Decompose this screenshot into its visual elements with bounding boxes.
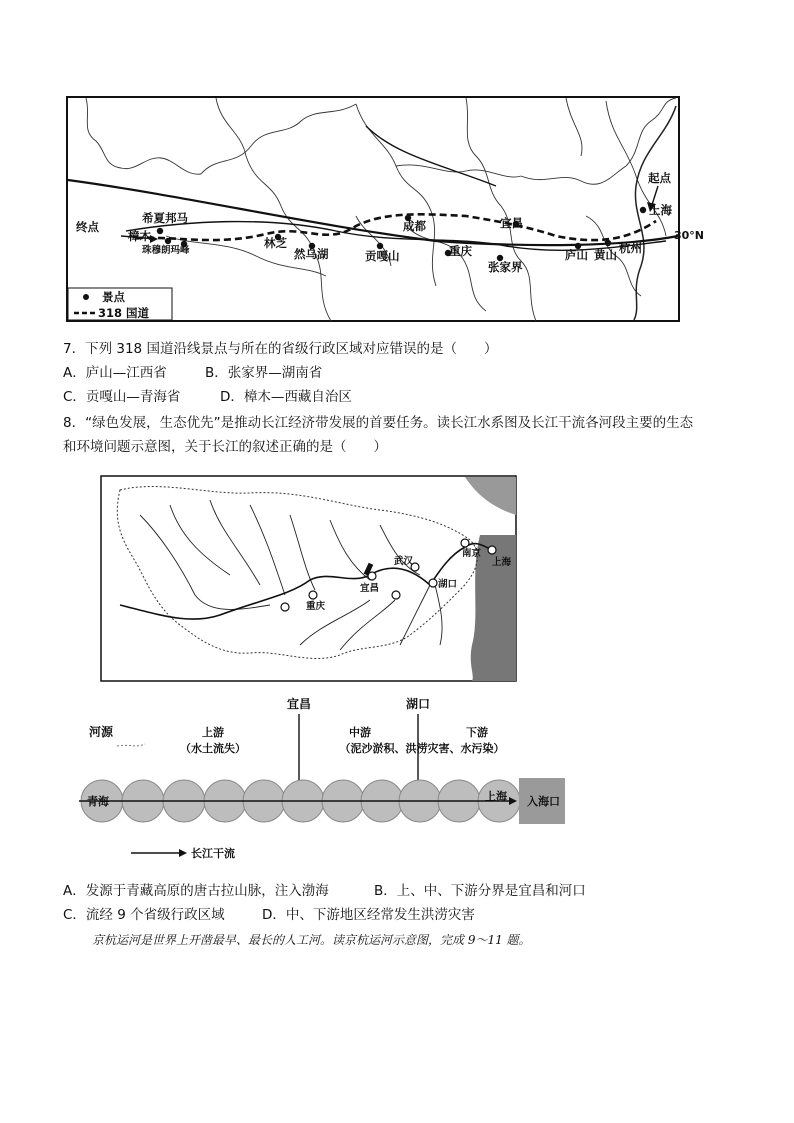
- schematic-yichang: 宜昌: [286, 697, 312, 711]
- place-zhangjiajie: 张家界: [488, 260, 523, 274]
- city-shanghai: 上海: [492, 557, 512, 568]
- q7-stem: 7．下列 318 国道沿线景点与所在的省级行政区域对应错误的是（ ）: [63, 341, 498, 357]
- place-chongqing: 重庆: [449, 244, 472, 258]
- legend-point: 景点: [102, 290, 125, 304]
- city-hukou: 湖口: [438, 579, 458, 590]
- place-yichang: 宜昌: [500, 216, 523, 230]
- start-label: 起点: [648, 171, 671, 185]
- place-hangzhou: 杭州: [619, 241, 642, 255]
- q7-option-c: C．贡嘎山—青海省: [63, 389, 181, 405]
- schematic-upper-issue: （水土流失）: [180, 742, 246, 755]
- q8-option-a: A．发源于青藏高原的唐古拉山脉，注入渤海: [63, 883, 329, 899]
- place-xixiabangma: 希夏邦马: [142, 211, 188, 225]
- place-gongga: 贡嘎山: [365, 249, 400, 263]
- place-shanghai: 上海: [649, 203, 672, 217]
- legend-road: 318 国道: [98, 306, 150, 320]
- city-chongqing: 重庆: [306, 601, 326, 612]
- q7-option-a: A．庐山—江西省: [63, 365, 167, 381]
- q8-option-b: B．上、中、下游分界是宜昌和河口: [374, 883, 586, 899]
- place-everest: 珠穆朗玛峰: [142, 245, 190, 256]
- schematic-start-node: 青海: [87, 795, 109, 808]
- end-label: 终点: [76, 220, 99, 234]
- road-318-map: [66, 96, 705, 322]
- lat-label: 30°N: [674, 229, 705, 242]
- schematic-mouth: 入海口: [527, 795, 560, 808]
- place-lushan: 庐山: [565, 248, 588, 262]
- city-wuhan: 武汉: [394, 556, 414, 567]
- q8-option-d: D．中、下游地区经常发生洪涝灾害: [262, 907, 475, 923]
- yangtze-schematic: [75, 694, 570, 866]
- schematic-upper: 上游: [202, 726, 224, 739]
- schematic-lower: 下游: [466, 726, 488, 739]
- intro-9-11: 京杭运河是世界上开凿最早、最长的人工河。读京杭运河示意图，完成 9～11 题。: [92, 933, 531, 947]
- schematic-legend: 长江干流: [191, 847, 235, 860]
- schematic-hukou: 湖口: [405, 697, 431, 711]
- schematic-end-node: 上海: [485, 790, 507, 803]
- place-chengdu: 成都: [403, 219, 426, 233]
- q8-stem-line2: 和环境问题示意图，关于长江的叙述正确的是（ ）: [63, 439, 387, 455]
- q7-option-d: D．樟木—西藏自治区: [220, 389, 352, 405]
- yangtze-system-map: [100, 475, 517, 682]
- city-yichang: 宜昌: [360, 583, 380, 594]
- place-ranwu: 然乌湖: [294, 247, 329, 261]
- schematic-middle-issue: （泥沙淤积、洪涝灾害、水污染）: [339, 742, 505, 755]
- schematic-source: 河源: [89, 725, 114, 739]
- schematic-middle: 中游: [349, 726, 371, 739]
- q8-stem-line1: 8．“绿色发展，生态优先”是推动长江经济带发展的首要任务。读长江水系图及长江干流各河段主要的生态: [63, 415, 694, 431]
- city-nanjing: 南京: [462, 548, 482, 559]
- place-zhangmu: 樟木: [128, 229, 151, 243]
- q8-option-c: C．流经 9 个省级行政区域: [63, 907, 225, 923]
- place-huangshan: 黄山: [594, 248, 617, 262]
- q7-option-b: B．张家界—湖南省: [205, 365, 323, 381]
- place-linzhi: 林芝: [264, 236, 287, 250]
